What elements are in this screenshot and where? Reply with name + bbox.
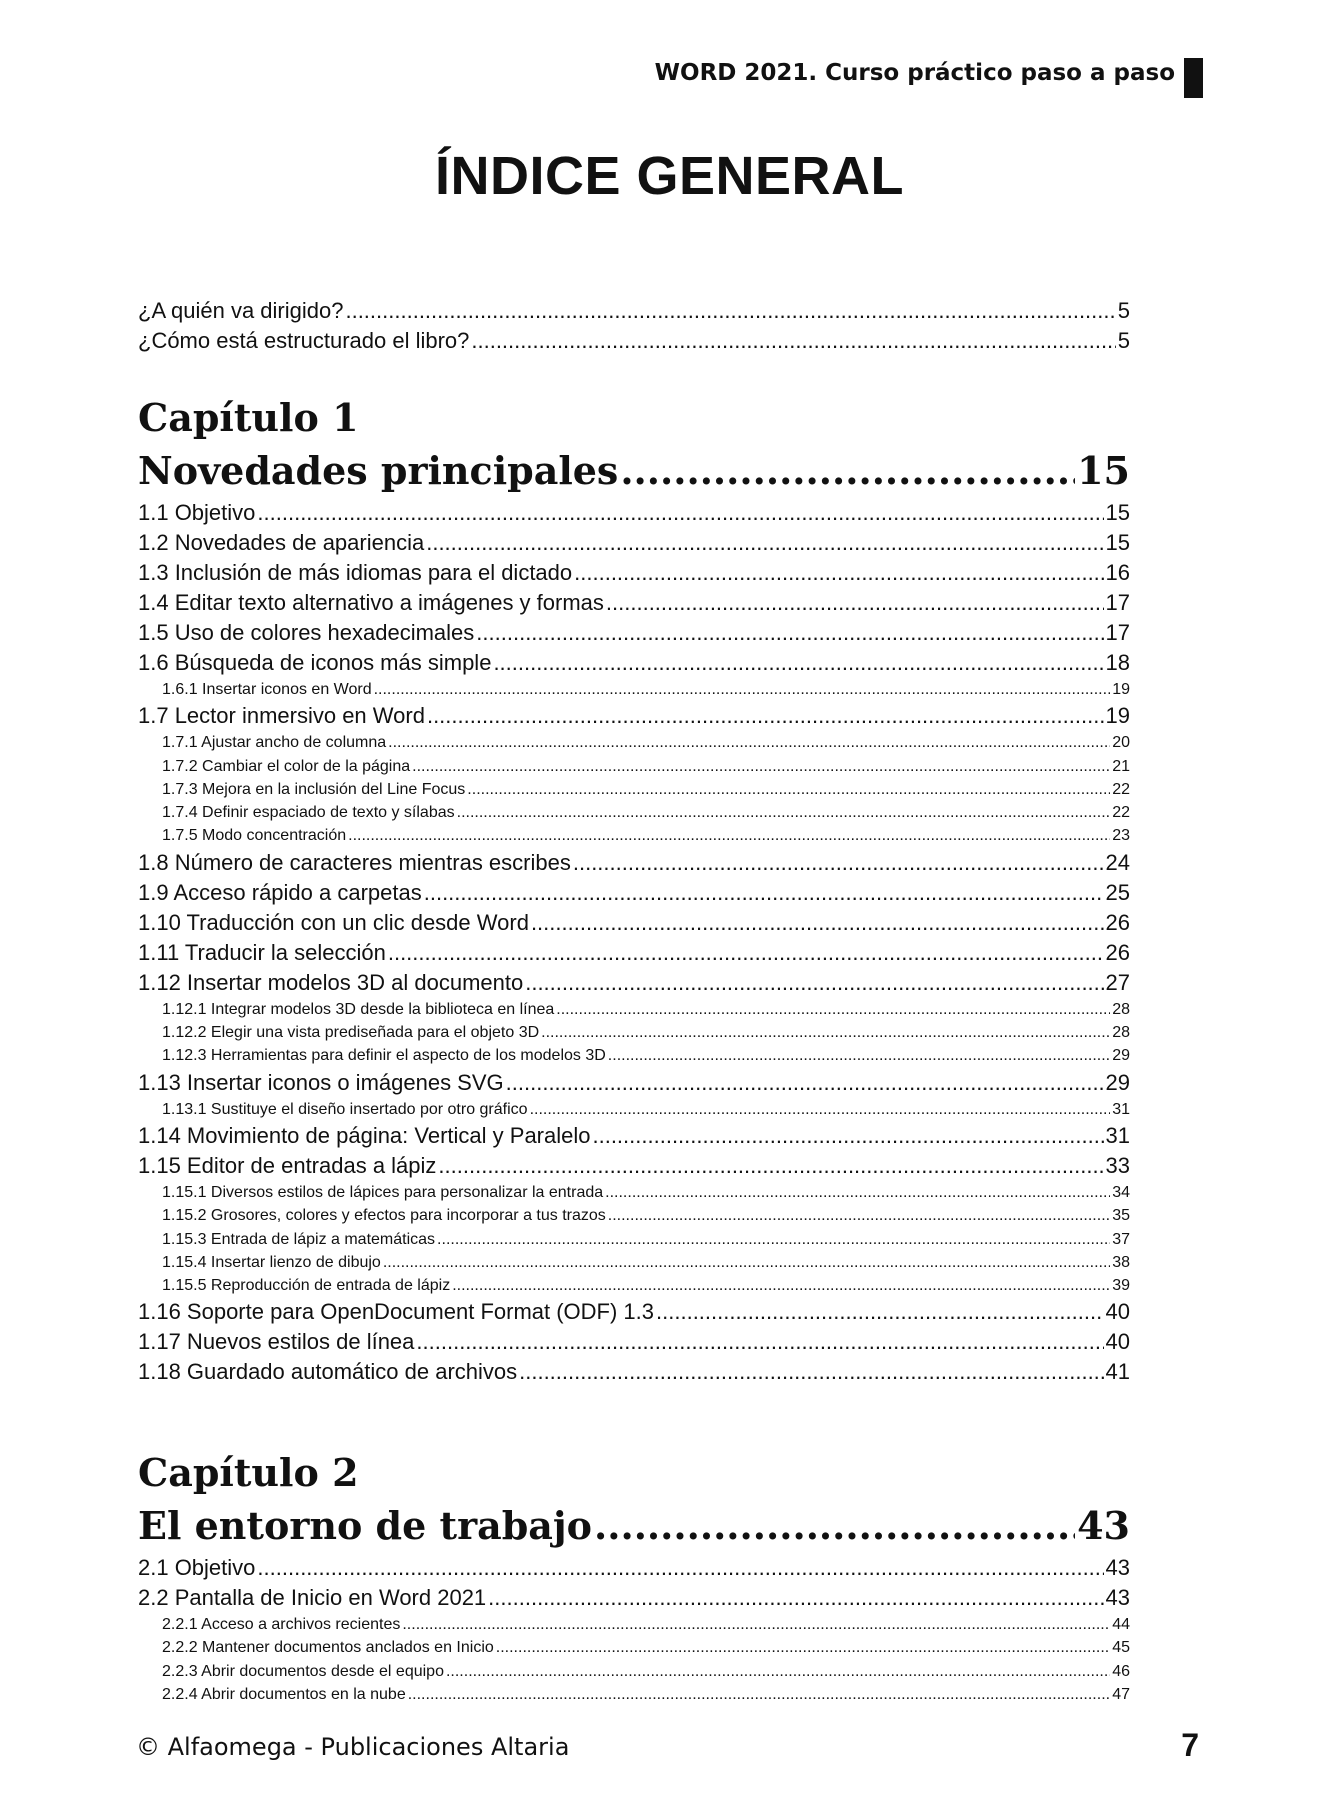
- toc-subentry[interactable]: [138, 1660, 1130, 1683]
- entry-page: 35: [1112, 1207, 1130, 1225]
- entry-label: 1.3 Inclusión de más idiomas para el dictado: [138, 560, 573, 585]
- dot-leader: [452, 1274, 1110, 1297]
- dot-leader: [525, 968, 1103, 998]
- toc-subentry[interactable]: [138, 1044, 1130, 1067]
- dot-leader: [424, 878, 1104, 908]
- dot-leader: [493, 648, 1103, 678]
- entry-page: 46: [1112, 1662, 1130, 1680]
- toc-subentry[interactable]: [138, 678, 1130, 701]
- toc-entry[interactable]: [138, 968, 1130, 998]
- entry-page: 29: [1112, 1047, 1130, 1065]
- entry-page: 18: [1105, 650, 1130, 675]
- toc-chapter-2: [138, 1447, 1130, 1706]
- toc-subentry[interactable]: [138, 778, 1130, 801]
- dot-leader: [402, 1613, 1110, 1636]
- toc-entry[interactable]: [138, 878, 1130, 908]
- toc-entry[interactable]: [138, 1583, 1130, 1613]
- toc-entry[interactable]: [138, 1327, 1130, 1357]
- toc-entry[interactable]: [138, 1151, 1130, 1181]
- dot-leader: [506, 1068, 1104, 1098]
- toc-subentry[interactable]: [138, 801, 1130, 824]
- dot-leader: [556, 998, 1110, 1021]
- dot-leader: [606, 588, 1104, 618]
- dot-leader: [374, 678, 1111, 701]
- toc-entry[interactable]: [138, 1297, 1130, 1327]
- dot-leader: [348, 824, 1110, 847]
- toc-entry[interactable]: [138, 588, 1130, 618]
- dot-leader: [541, 1021, 1110, 1044]
- entry-page: 45: [1112, 1639, 1130, 1657]
- dot-leader: [412, 755, 1110, 778]
- entry-label: 1.12.3 Herramientas para definir el aspecto de los modelos 3D: [162, 1047, 606, 1065]
- entry-page: 29: [1105, 1069, 1130, 1095]
- toc-chapter-1: [138, 392, 1130, 1387]
- entry-page: 26: [1105, 939, 1130, 965]
- toc-subentry[interactable]: [138, 755, 1130, 778]
- toc-subentry[interactable]: [138, 1098, 1130, 1121]
- dot-leader: [471, 326, 1115, 356]
- dot-leader: [408, 1683, 1110, 1706]
- entry-label: 1.17 Nuevos estilos de línea: [138, 1329, 415, 1355]
- dot-leader: [457, 801, 1111, 824]
- toc-subentry[interactable]: [138, 731, 1130, 754]
- dot-leader: [467, 778, 1110, 801]
- entry-page: 28: [1112, 1000, 1130, 1018]
- toc-entry[interactable]: [138, 326, 1130, 356]
- toc-subentry[interactable]: [138, 1613, 1130, 1636]
- entry-label: 1.15.1 Diversos estilos de lápices para personalizar la entrada: [162, 1183, 604, 1201]
- entry-page: 24: [1105, 849, 1130, 875]
- chapter-title-row[interactable]: [138, 444, 1130, 498]
- dot-leader: [257, 1553, 1103, 1583]
- dot-leader: [608, 1044, 1110, 1067]
- entry-page: 22: [1112, 804, 1130, 822]
- entry-label: 1.14 Movimiento de página: Vertical y Paralelo: [138, 1122, 591, 1148]
- entry-label: 1.7.4 Definir espaciado de texto y sílabas: [162, 804, 455, 822]
- toc-entry[interactable]: [138, 648, 1130, 678]
- toc-subentry[interactable]: [138, 1251, 1130, 1274]
- dot-leader: [574, 558, 1103, 588]
- entry-page: 25: [1105, 879, 1130, 905]
- header-bar: [1184, 58, 1203, 98]
- chapter-label: Capítulo 1: [138, 395, 359, 440]
- toc-subentry[interactable]: [138, 824, 1130, 847]
- toc-subentry[interactable]: [138, 1683, 1130, 1706]
- toc-entry[interactable]: [138, 1121, 1130, 1151]
- entry-label: ¿Cómo está estructurado el libro?: [138, 328, 470, 353]
- dot-leader: [608, 1204, 1110, 1227]
- entry-page: 17: [1105, 590, 1130, 615]
- entry-page: 19: [1112, 681, 1130, 698]
- toc-subentry[interactable]: [138, 1021, 1130, 1044]
- entry-label: 1.6 Búsqueda de iconos más simple: [138, 650, 492, 675]
- entry-label: 1.13.1 Sustituye el diseño insertado por otro gráfico: [162, 1100, 528, 1118]
- dot-leader: [388, 938, 1104, 968]
- entry-label: 1.5 Uso de colores hexadecimales: [138, 620, 475, 645]
- dot-leader: [605, 1181, 1110, 1204]
- entry-page: 27: [1105, 969, 1130, 995]
- entry-label: 1.18 Guardado automático de archivos: [138, 1359, 518, 1385]
- chapter-title-row[interactable]: [138, 1499, 1130, 1553]
- toc-subentry[interactable]: [138, 1636, 1130, 1659]
- entry-label: 2.1 Objetivo: [138, 1555, 256, 1580]
- entry-label: 1.1 Objetivo: [138, 500, 256, 525]
- entry-page: 34: [1112, 1183, 1130, 1201]
- page-number: 7: [1181, 1727, 1199, 1763]
- entry-page: 17: [1105, 620, 1130, 645]
- entry-page: 5: [1117, 298, 1130, 323]
- dot-leader: [437, 1228, 1110, 1251]
- chapter-label: Capítulo 2: [138, 1450, 359, 1495]
- entry-page: 39: [1112, 1277, 1130, 1295]
- entry-page: 43: [1105, 1585, 1130, 1610]
- running-header: WORD 2021. Curso práctico paso a paso: [654, 60, 1175, 86]
- entry-label: 1.7 Lector inmersivo en Word: [138, 703, 425, 729]
- entry-page: 20: [1112, 734, 1130, 752]
- entry-page: 23: [1112, 827, 1130, 845]
- entry-label: 1.7.1 Ajustar ancho de columna: [162, 734, 387, 752]
- toc-entry[interactable]: [138, 558, 1130, 588]
- entry-label: ¿A quién va dirigido?: [138, 298, 344, 323]
- entry-label: 1.2 Novedades de apariencia: [138, 530, 425, 555]
- dot-leader: [383, 1251, 1110, 1274]
- dot-leader: [573, 848, 1104, 878]
- chapter-title: El entorno de trabajo: [138, 1503, 593, 1548]
- dot-leader: [530, 1098, 1111, 1121]
- dot-leader: [488, 1583, 1103, 1613]
- dot-leader: [594, 1499, 1075, 1553]
- entry-label: 1.13 Insertar iconos o imágenes SVG: [138, 1069, 504, 1095]
- chapter-page: 15: [1077, 448, 1130, 493]
- entry-label: 1.4 Editar texto alternativo a imágenes y formas: [138, 590, 604, 615]
- entry-label: 1.10 Traducción con un clic desde Word: [138, 909, 529, 935]
- entry-label: 1.15.3 Entrada de lápiz a matemáticas: [162, 1230, 436, 1248]
- entry-page: 28: [1112, 1024, 1130, 1042]
- toc-subentry[interactable]: [138, 1204, 1130, 1227]
- entry-page: 47: [1112, 1685, 1130, 1703]
- entry-page: 31: [1112, 1100, 1130, 1118]
- entry-page: 16: [1105, 560, 1130, 585]
- entry-page: 15: [1105, 500, 1130, 525]
- toc-entry[interactable]: [138, 908, 1130, 938]
- entry-label: 1.8 Número de caracteres mientras escribes: [138, 849, 571, 875]
- dot-leader: [656, 1297, 1104, 1327]
- toc-entry[interactable]: [138, 938, 1130, 968]
- dot-leader: [531, 908, 1104, 938]
- entry-page: 44: [1112, 1616, 1130, 1633]
- toc-subentry[interactable]: [138, 1228, 1130, 1251]
- dot-leader: [438, 1151, 1103, 1181]
- entry-label: 1.9 Acceso rápido a carpetas: [138, 879, 422, 905]
- toc-intro: [138, 296, 1130, 356]
- toc-entry[interactable]: [138, 1553, 1130, 1583]
- entry-label: 2.2.1 Acceso a archivos recientes: [162, 1616, 401, 1633]
- entry-page: 22: [1112, 780, 1130, 798]
- entry-page: 43: [1105, 1555, 1130, 1580]
- entry-label: 1.15.4 Insertar lienzo de dibujo: [162, 1253, 381, 1271]
- dot-leader: [426, 528, 1103, 558]
- entry-label: 1.15.5 Reproducción de entrada de lápiz: [162, 1277, 451, 1295]
- toc-entry[interactable]: [138, 498, 1130, 528]
- entry-page: 40: [1105, 1299, 1130, 1325]
- entry-label: 2.2.4 Abrir documentos en la nube: [162, 1685, 406, 1703]
- entry-page: 19: [1105, 703, 1130, 729]
- toc-entry[interactable]: [138, 848, 1130, 878]
- entry-label: 1.7.2 Cambiar el color de la página: [162, 757, 411, 775]
- dot-leader: [416, 1327, 1103, 1357]
- entry-label: 1.6.1 Insertar iconos en Word: [162, 681, 372, 698]
- toc-subentry[interactable]: [138, 1274, 1130, 1297]
- toc-entry[interactable]: [138, 528, 1130, 558]
- entry-page: 26: [1105, 909, 1130, 935]
- dot-leader: [257, 498, 1103, 528]
- dot-leader: [345, 296, 1115, 326]
- entry-label: 2.2 Pantalla de Inicio en Word 2021: [138, 1585, 487, 1610]
- dot-leader: [519, 1357, 1103, 1387]
- toc-entry[interactable]: [138, 1357, 1130, 1387]
- dot-leader: [496, 1636, 1110, 1659]
- entry-label: 2.2.2 Mantener documentos anclados en Inicio: [162, 1639, 494, 1657]
- entry-page: 37: [1112, 1230, 1130, 1248]
- toc-subentry[interactable]: [138, 1181, 1130, 1204]
- dot-leader: [446, 1660, 1110, 1683]
- entry-label: 1.12 Insertar modelos 3D al documento: [138, 969, 524, 995]
- entry-page: 33: [1105, 1152, 1130, 1178]
- entry-page: 40: [1105, 1329, 1130, 1355]
- entry-page: 15: [1105, 530, 1130, 555]
- toc-subentry[interactable]: [138, 998, 1130, 1021]
- entry-page: 38: [1112, 1253, 1130, 1271]
- entry-page: 21: [1112, 757, 1130, 775]
- dot-leader: [592, 1121, 1103, 1151]
- chapter-page: 43: [1077, 1503, 1130, 1548]
- dot-leader: [388, 731, 1110, 754]
- page-title: ÍNDICE GENERAL: [434, 146, 905, 206]
- entry-label: 1.11 Traducir la selección: [138, 939, 386, 965]
- chapter-title: Novedades principales: [138, 448, 619, 493]
- entry-label: 1.7.5 Modo concentración: [162, 827, 347, 845]
- entry-label: 1.12.1 Integrar modelos 3D desde la biblioteca en línea: [162, 1000, 555, 1018]
- entry-page: 31: [1105, 1122, 1130, 1148]
- toc-entry[interactable]: [138, 1068, 1130, 1098]
- entry-page: 41: [1105, 1359, 1130, 1385]
- entry-label: 1.12.2 Elegir una vista prediseñada para el objeto 3D: [162, 1024, 540, 1042]
- publisher-credit: © Alfaomega - Publicaciones Altaria: [136, 1733, 570, 1761]
- entry-label: 1.15.2 Grosores, colores y efectos para incorporar a tus trazos: [162, 1207, 606, 1225]
- dot-leader: [427, 701, 1104, 731]
- entry-label: 2.2.3 Abrir documentos desde el equipo: [162, 1662, 444, 1680]
- entry-page: 5: [1117, 328, 1130, 353]
- entry-label: 1.7.3 Mejora en la inclusión del Line Focus: [162, 780, 466, 798]
- toc-entry[interactable]: [138, 618, 1130, 648]
- entry-label: 1.16 Soporte para OpenDocument Format (ODF) 1.3: [138, 1299, 655, 1325]
- toc-entry[interactable]: [138, 701, 1130, 731]
- dot-leader: [620, 444, 1075, 498]
- dot-leader: [476, 618, 1103, 648]
- toc-entry[interactable]: [138, 296, 1130, 326]
- entry-label: 1.15 Editor de entradas a lápiz: [138, 1152, 437, 1178]
